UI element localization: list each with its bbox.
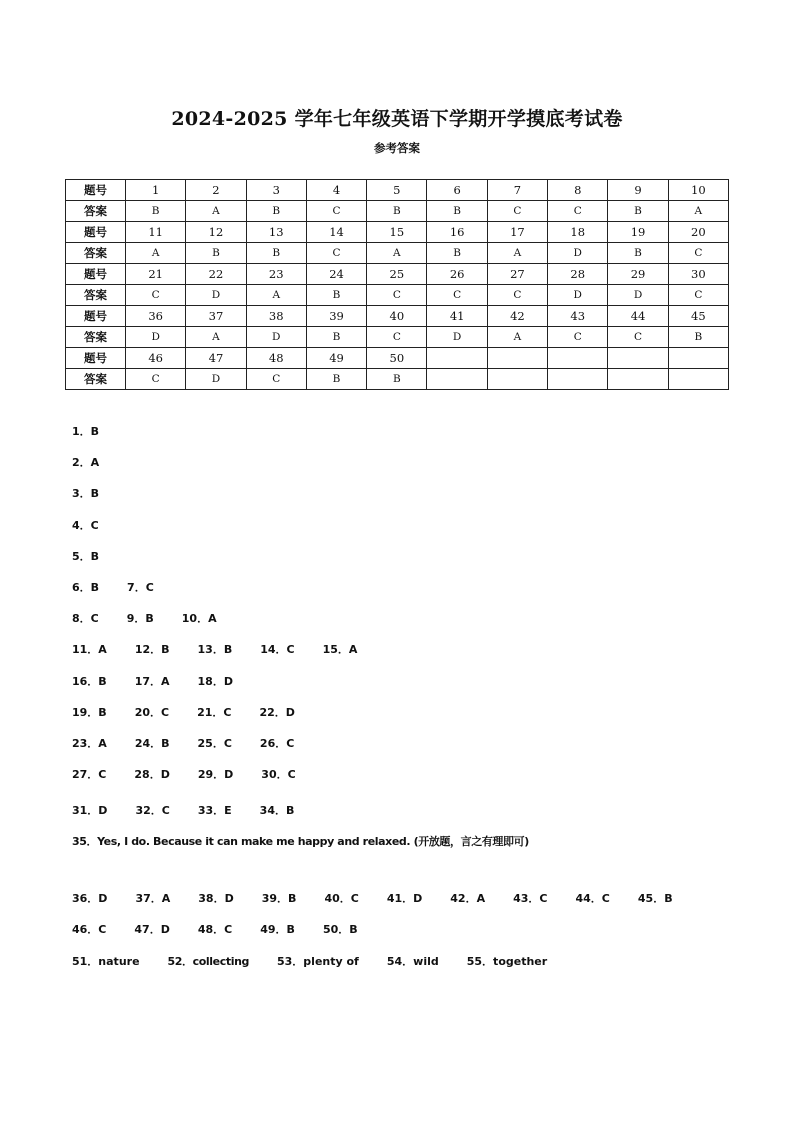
answer-item: 12．B [134, 643, 170, 657]
table-cell-question-number: 36 [126, 306, 186, 327]
answer-item: 33．E [197, 804, 232, 818]
answer-item: 4．C [72, 518, 99, 532]
table-cell-answer-letter: C [306, 201, 366, 222]
answer-line [72, 577, 732, 608]
answer-list [72, 421, 732, 982]
answer-key-table [65, 179, 729, 390]
table-cell-answer-letter: B [246, 243, 306, 264]
table-cell-question-number: 48 [246, 348, 306, 369]
row-label-question: 题号 [66, 222, 126, 243]
table-cell-question-number: 4 [306, 180, 366, 201]
table-cell-answer-letter: D [246, 327, 306, 348]
answer-line [72, 919, 732, 950]
table-row-answers [66, 285, 729, 306]
table-row-answers [66, 243, 729, 264]
table-cell-question-number: 22 [186, 264, 246, 285]
table-cell-answer-letter: C [668, 285, 728, 306]
table-cell-question-number: 25 [367, 264, 427, 285]
answer-item: 16．B [72, 674, 107, 688]
page-subtitle: 参考答案 [374, 141, 420, 155]
answer-line [72, 764, 732, 795]
table-cell-question-number: 21 [126, 264, 186, 285]
table-cell-answer-letter: C [126, 369, 186, 390]
answer-item: 43．C [513, 892, 548, 906]
table-cell-answer-letter: C [306, 243, 366, 264]
answer-item: 44．C [575, 892, 610, 906]
answer-item: 7．C [127, 580, 154, 594]
table-cell-question-number: 10 [668, 180, 728, 201]
answer-line [72, 639, 732, 670]
answer-item: 1．B [72, 425, 100, 438]
table-cell-answer-letter: C [548, 327, 608, 348]
table-cell-question-number: 42 [487, 306, 547, 327]
table-cell-answer-letter: A [487, 243, 547, 264]
answer-item: 48．C [197, 923, 233, 937]
table-cell-answer-letter: A [246, 285, 306, 306]
table-cell-answer-letter: B [306, 369, 366, 390]
table-cell-answer-letter: C [367, 327, 427, 348]
answer-item: 2．A [72, 456, 100, 470]
answer-item: 35．Yes, I do. Because it can make me happy and relaxed. (开放题，言之有理即可) [72, 835, 529, 849]
table-cell-question-number: 41 [427, 306, 487, 327]
answer-item: 13．B [197, 643, 233, 657]
table-cell-answer-letter: C [668, 243, 728, 264]
table-row-answers [66, 369, 729, 390]
table-cell-answer-letter: A [186, 201, 246, 222]
table-row-questions [66, 180, 729, 201]
table-cell-question-number: 18 [548, 222, 608, 243]
table-cell-answer-letter [668, 369, 728, 390]
answer-line [72, 888, 732, 919]
table-cell-question-number: 3 [246, 180, 306, 201]
answer-line [72, 483, 732, 514]
table-cell-question-number: 47 [186, 348, 246, 369]
table-cell-answer-letter [487, 369, 547, 390]
answer-item: 6．B [72, 580, 100, 594]
row-label-question: 题号 [66, 180, 126, 201]
row-label-answer: 答案 [66, 327, 126, 348]
answer-item: 5．B [72, 549, 100, 563]
table-cell-question-number: 30 [668, 264, 728, 285]
table-cell-answer-letter: D [548, 243, 608, 264]
table-cell-answer-letter [608, 369, 668, 390]
table-cell-question-number [427, 348, 487, 369]
answer-item: 50．B [322, 923, 358, 937]
table-cell-question-number [608, 348, 668, 369]
table-cell-answer-letter: A [126, 243, 186, 264]
answer-item: 9．B [126, 612, 154, 626]
answer-item: 51．nature [72, 954, 140, 968]
answer-item: 53．plenty of [277, 954, 359, 968]
answer-item: 46．C [72, 923, 107, 937]
table-cell-answer-letter: B [367, 201, 427, 222]
table-cell-answer-letter: D [608, 285, 668, 306]
table-cell-question-number: 29 [608, 264, 668, 285]
answer-item: 37．A [135, 892, 171, 906]
table-cell-question-number [487, 348, 547, 369]
table-cell-answer-letter: C [487, 201, 547, 222]
table-cell-answer-letter: A [186, 327, 246, 348]
table-cell-answer-letter: D [186, 369, 246, 390]
table-cell-question-number: 28 [548, 264, 608, 285]
answer-item: 19．B [72, 705, 107, 719]
answer-item: 24．B [134, 736, 170, 750]
answer-line [72, 608, 732, 639]
answer-item: 29．D [197, 768, 234, 782]
answer-item: 21．C [197, 705, 232, 719]
table-cell-answer-letter: C [548, 201, 608, 222]
table-cell-question-number: 11 [126, 222, 186, 243]
table-cell-question-number: 16 [427, 222, 487, 243]
row-label-answer: 答案 [66, 201, 126, 222]
table-cell-answer-letter: B [427, 243, 487, 264]
table-cell-answer-letter: D [548, 285, 608, 306]
answer-line [72, 515, 732, 546]
table-cell-answer-letter: C [608, 327, 668, 348]
table-cell-question-number: 24 [306, 264, 366, 285]
table-cell-answer-letter: B [608, 201, 668, 222]
answer-item: 15．A [322, 643, 358, 657]
table-cell-question-number: 45 [668, 306, 728, 327]
table-cell-answer-letter: B [186, 243, 246, 264]
table-cell-question-number: 20 [668, 222, 728, 243]
table-cell-question-number: 23 [246, 264, 306, 285]
table-cell-answer-letter: C [246, 369, 306, 390]
row-label-answer: 答案 [66, 243, 126, 264]
answer-item: 36．D [72, 892, 108, 906]
table-cell-question-number [548, 348, 608, 369]
row-label-answer: 答案 [66, 369, 126, 390]
table-cell-question-number: 44 [608, 306, 668, 327]
answer-line [72, 421, 732, 452]
table-cell-answer-letter: C [487, 285, 547, 306]
answer-item: 11．A [72, 643, 107, 657]
table-cell-question-number: 7 [487, 180, 547, 201]
table-row-answers [66, 201, 729, 222]
table-row-questions [66, 348, 729, 369]
table-cell-question-number: 46 [126, 348, 186, 369]
answer-item: 34．B [259, 804, 295, 818]
table-cell-answer-letter: A [487, 327, 547, 348]
answer-item: 8．C [72, 612, 99, 626]
table-cell-question-number: 6 [427, 180, 487, 201]
page-title: 2024-2025 学年七年级英语下学期开学摸底考试卷 [171, 108, 623, 130]
table-cell-question-number: 5 [367, 180, 427, 201]
table-cell-answer-letter: B [427, 201, 487, 222]
table-cell-answer-letter: D [427, 327, 487, 348]
answer-item: 38．D [198, 892, 234, 906]
table-cell-question-number: 19 [608, 222, 668, 243]
table-cell-question-number: 14 [306, 222, 366, 243]
answer-line [72, 733, 732, 764]
table-cell-question-number: 39 [306, 306, 366, 327]
table-cell-answer-letter: C [126, 285, 186, 306]
table-cell-answer-letter: B [367, 369, 427, 390]
table-cell-question-number: 8 [548, 180, 608, 201]
table-cell-answer-letter [427, 369, 487, 390]
answer-item: 14．C [260, 643, 295, 657]
table-cell-question-number: 38 [246, 306, 306, 327]
answer-line [72, 951, 732, 982]
answer-line [72, 702, 732, 733]
table-cell-question-number: 15 [367, 222, 427, 243]
table-cell-answer-letter: B [608, 243, 668, 264]
table-cell-answer-letter: B [668, 327, 728, 348]
table-cell-answer-letter: B [246, 201, 306, 222]
table-cell-question-number: 50 [367, 348, 427, 369]
table-cell-answer-letter: D [186, 285, 246, 306]
answer-item: 32．C [135, 804, 170, 818]
table-cell-question-number: 43 [548, 306, 608, 327]
answer-item: 23．A [72, 736, 107, 750]
table-cell-question-number: 17 [487, 222, 547, 243]
answer-item: 39．B [261, 892, 297, 906]
table-cell-question-number: 1 [126, 180, 186, 201]
answer-item: 3．B [72, 487, 100, 501]
table-cell-answer-letter: C [367, 285, 427, 306]
table-cell-answer-letter: A [668, 201, 728, 222]
answer-item: 54．wild [386, 954, 439, 968]
table-cell-question-number: 12 [186, 222, 246, 243]
answer-item: 25．C [197, 736, 232, 750]
answer-line [72, 452, 732, 483]
answer-item: 45．B [637, 892, 673, 906]
table-cell-answer-letter: A [367, 243, 427, 264]
table-cell-question-number: 26 [427, 264, 487, 285]
table-cell-question-number: 27 [487, 264, 547, 285]
row-label-question: 题号 [66, 348, 126, 369]
table-cell-question-number: 13 [246, 222, 306, 243]
table-cell-question-number: 9 [608, 180, 668, 201]
answer-item: 31．D [72, 804, 108, 818]
table-cell-answer-letter: D [126, 327, 186, 348]
answer-line [72, 795, 732, 857]
answer-item: 47．D [134, 923, 170, 937]
table-cell-question-number: 40 [367, 306, 427, 327]
row-label-answer: 答案 [66, 285, 126, 306]
answer-item: 49．B [260, 923, 295, 937]
answer-item: 27．C [72, 768, 107, 782]
answer-item: 22．D [259, 705, 295, 719]
answer-item: 40．C [324, 892, 359, 906]
answer-line [72, 546, 732, 577]
answer-item: 26．C [259, 736, 295, 750]
table-row-questions [66, 306, 729, 327]
answer-item: 52．collecting [167, 954, 249, 968]
table-cell-answer-letter [548, 369, 608, 390]
row-label-question: 题号 [66, 264, 126, 285]
answer-item: 18．D [197, 674, 233, 688]
table-cell-question-number: 2 [186, 180, 246, 201]
answer-item: 17．A [134, 674, 170, 688]
table-row-answers [66, 327, 729, 348]
table-cell-answer-letter: C [427, 285, 487, 306]
row-label-question: 题号 [66, 306, 126, 327]
answer-item: 41．D [386, 892, 423, 906]
table-row-questions [66, 264, 729, 285]
table-cell-answer-letter: B [126, 201, 186, 222]
table-cell-question-number: 49 [306, 348, 366, 369]
answer-item: 20．C [134, 705, 170, 719]
answer-line [72, 671, 732, 702]
table-cell-question-number: 37 [186, 306, 246, 327]
answer-item: 55．together [466, 954, 548, 968]
answer-item: 28．D [134, 768, 170, 782]
answer-item: 30．C [261, 768, 296, 782]
table-row-questions [66, 222, 729, 243]
table-cell-question-number [668, 348, 728, 369]
answer-item: 42．A [450, 892, 486, 906]
answer-item: 10．A [181, 612, 217, 626]
table-cell-answer-letter: B [306, 285, 366, 306]
table-cell-answer-letter: B [306, 327, 366, 348]
